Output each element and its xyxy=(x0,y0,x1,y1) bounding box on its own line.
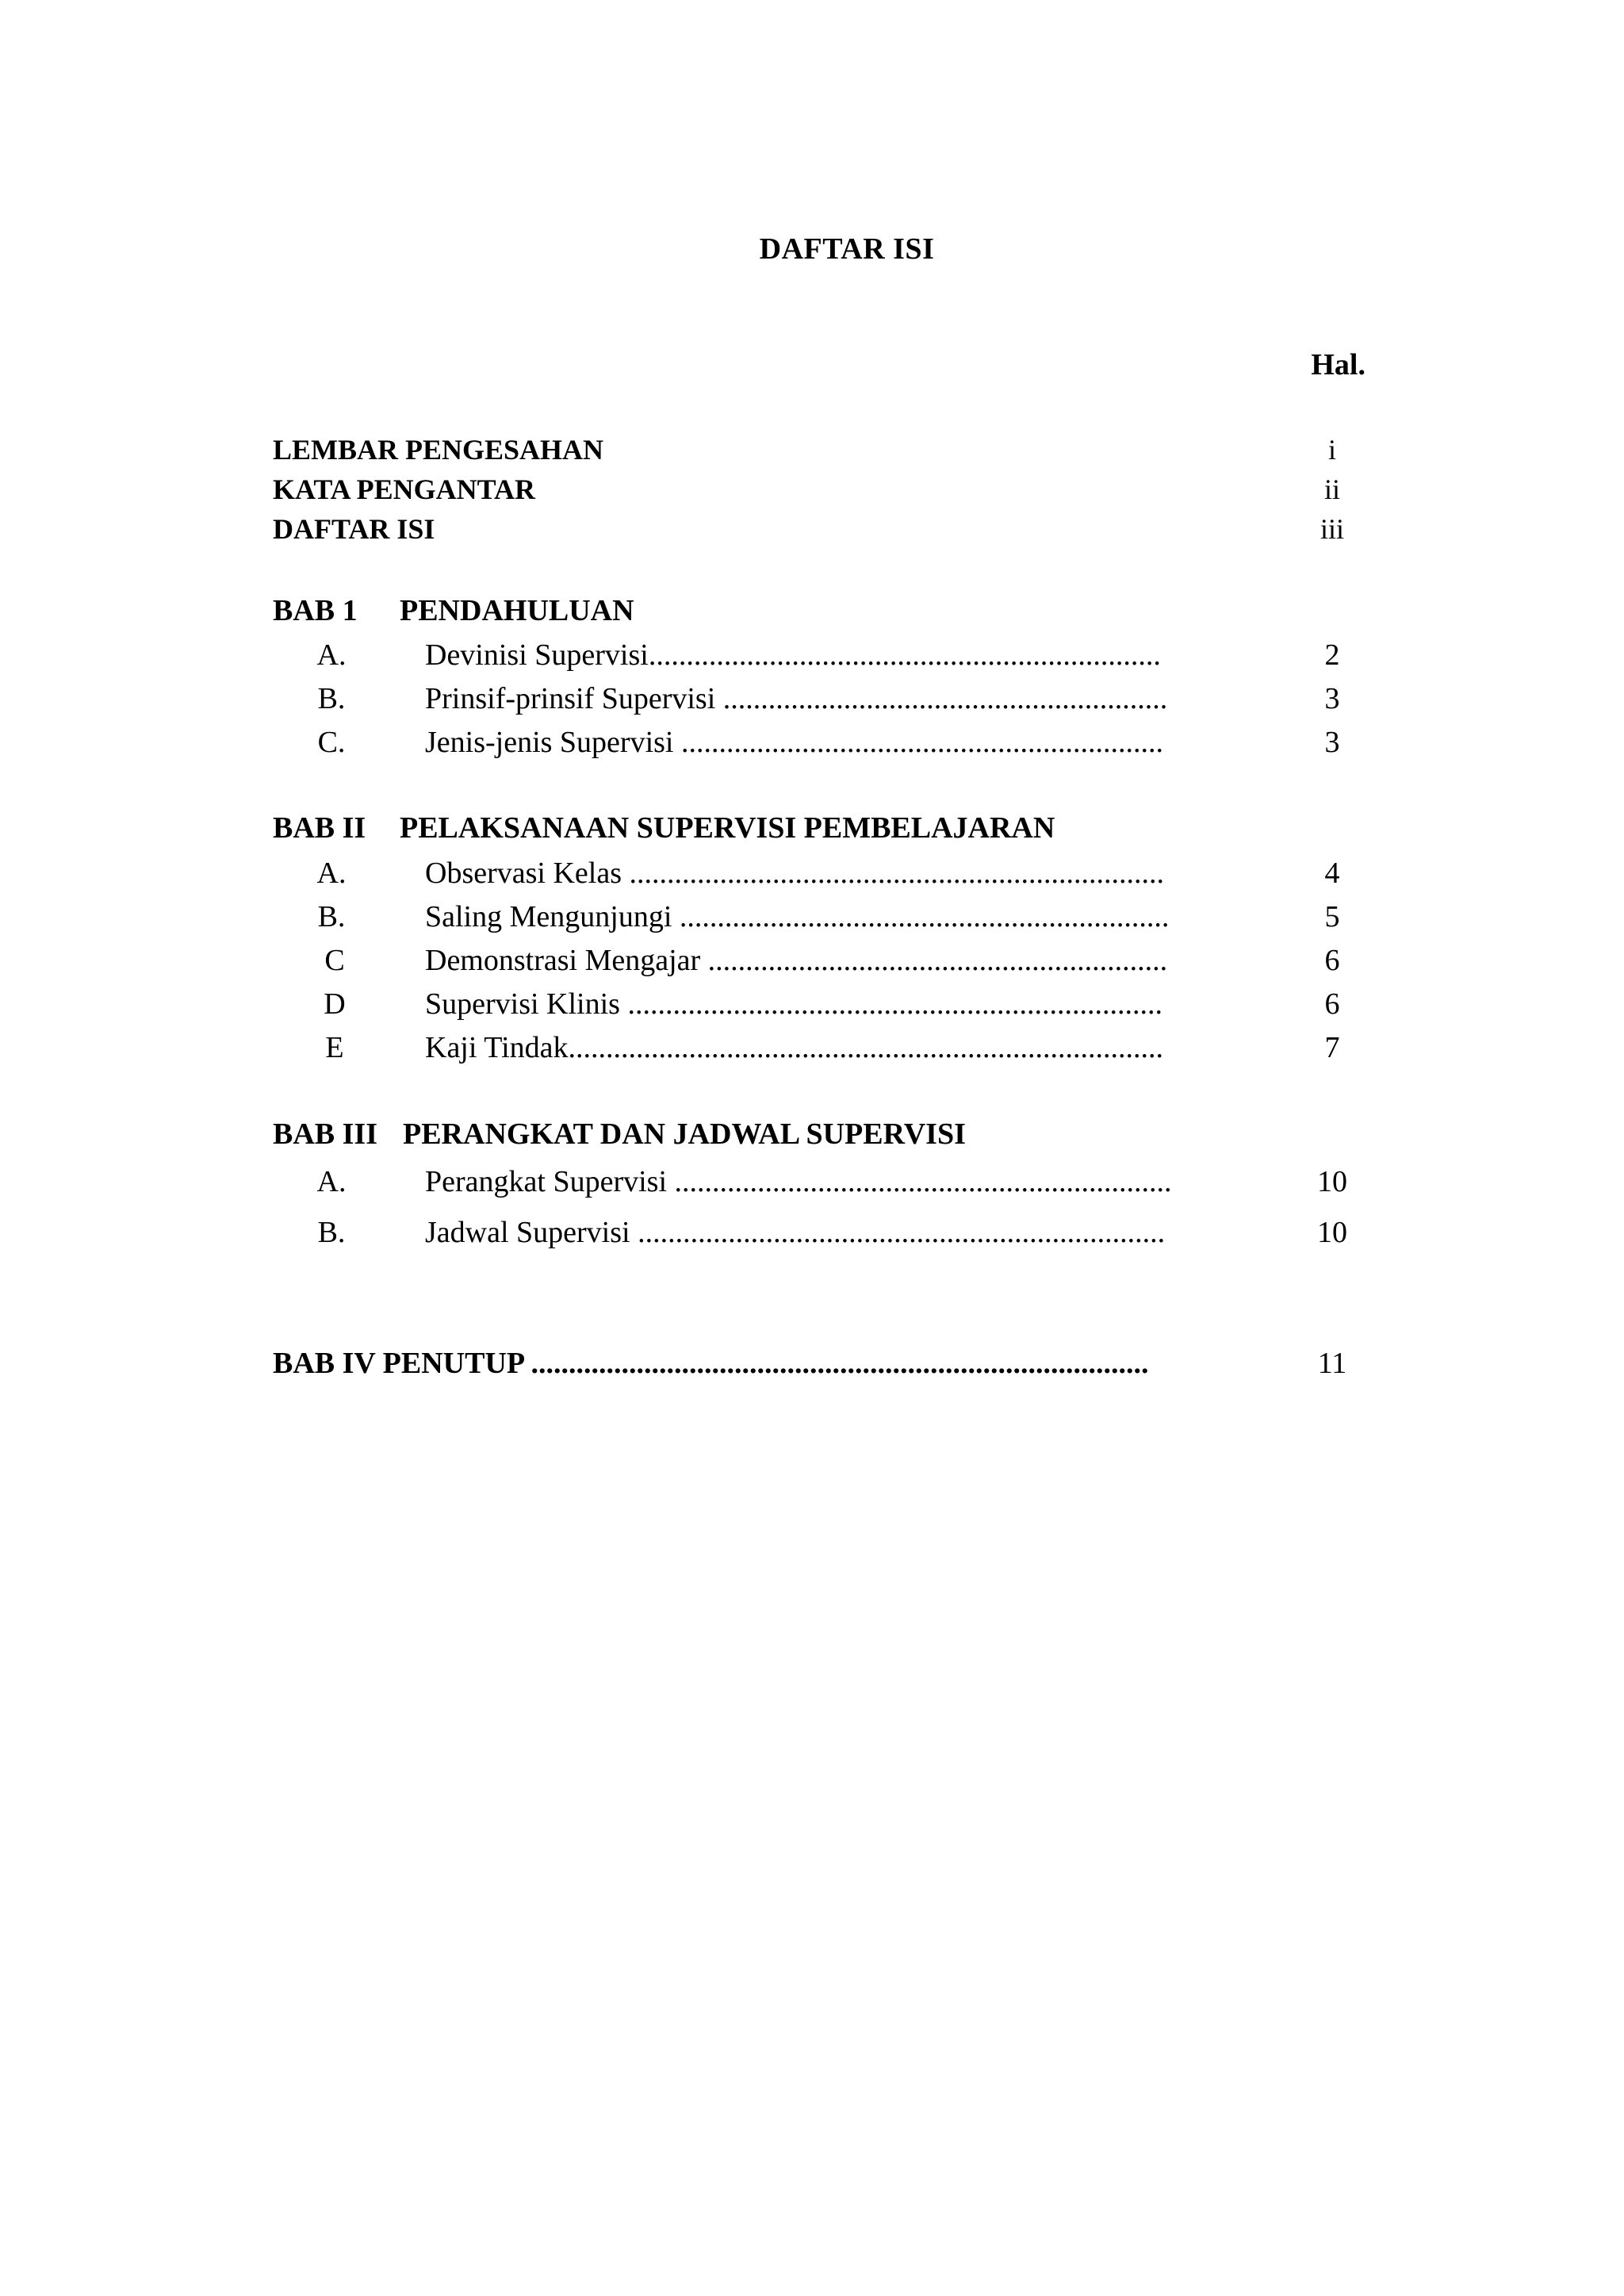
toc-front-page: ii xyxy=(1323,473,1340,505)
toc-item-letter: D xyxy=(324,987,346,1021)
toc-item-letter: C. xyxy=(317,726,346,759)
toc-front-page: iii xyxy=(1320,513,1344,545)
toc-item-text: Observasi Kelas ....................................................................... xyxy=(425,857,1164,890)
toc-chapter-heading xyxy=(273,593,634,628)
toc-item-text: Jenis-jenis Supervisi ................................................................ xyxy=(425,726,1163,759)
chapter-title: PERANGKAT DAN JADWAL SUPERVISI xyxy=(403,1117,966,1151)
toc-item-text: Prinsif-prinsif Supervisi ........................................................... xyxy=(425,682,1168,715)
toc-item-page: 10 xyxy=(1317,1165,1347,1198)
toc-item-letter: C xyxy=(324,944,345,977)
chapter-title: PENDAHULUAN xyxy=(400,594,634,627)
toc-item-letter: A. xyxy=(316,638,347,672)
toc-front-label: KATA PENGANTAR xyxy=(273,473,536,505)
toc-item-letter: B. xyxy=(317,1216,346,1249)
toc-item-text: Kaji Tindak............................................................................... xyxy=(425,1031,1164,1064)
toc-front-label: DAFTAR ISI xyxy=(273,513,435,545)
toc-item-page: 3 xyxy=(1324,726,1340,759)
chapter-number: BAB III xyxy=(273,1117,377,1151)
toc-item-text: Demonstrasi Mengajar ............................................................. xyxy=(425,944,1168,977)
toc-item-text: Saling Mengunjungi ................................................................. xyxy=(425,900,1170,933)
toc-front-page: i xyxy=(1327,434,1336,466)
toc-item-page: 7 xyxy=(1324,1031,1340,1064)
toc-item-page: 5 xyxy=(1324,900,1340,933)
toc-closing-chapter: BAB IV PENUTUP .................................................................................. xyxy=(273,1347,1149,1380)
toc-front-item xyxy=(273,433,603,466)
toc-item-letter: B. xyxy=(317,682,346,715)
document-title: DAFTAR ISI xyxy=(759,232,935,266)
chapter-number: BAB II xyxy=(273,811,366,845)
toc-item-letter: E xyxy=(325,1031,344,1064)
chapter-title: PELAKSANAAN SUPERVISI PEMBELAJARAN xyxy=(400,811,1055,845)
toc-item-page: 2 xyxy=(1324,638,1340,672)
toc-item-text: Devinisi Supervisi.................................................................... xyxy=(425,638,1161,672)
toc-item-page: 4 xyxy=(1324,857,1340,890)
toc-front-item xyxy=(273,512,435,546)
toc-item-text: Supervisi Klinis ....................................................................... xyxy=(425,987,1162,1021)
toc-item-letter: A. xyxy=(316,857,347,890)
toc-item-letter: B. xyxy=(317,900,346,933)
toc-front-item xyxy=(273,473,535,506)
toc-item-page: 6 xyxy=(1324,987,1340,1021)
toc-item-text: Jadwal Supervisi ...................................................................... xyxy=(425,1216,1166,1249)
toc-chapter-heading xyxy=(273,811,1055,845)
toc-item-text: Perangkat Supervisi .................................................................. xyxy=(425,1165,1172,1198)
toc-item-page: 10 xyxy=(1317,1216,1347,1249)
toc-item-page: 6 xyxy=(1324,944,1340,977)
chapter-number: BAB 1 xyxy=(273,594,358,627)
toc-closing-page: 11 xyxy=(1317,1347,1347,1380)
toc-chapter-heading xyxy=(273,1117,966,1152)
page-column-label: Hal. xyxy=(1311,348,1365,381)
toc-item-page: 3 xyxy=(1324,682,1340,715)
toc-front-label: LEMBAR PENGESAHAN xyxy=(273,434,604,466)
toc-item-letter: A. xyxy=(316,1165,347,1198)
